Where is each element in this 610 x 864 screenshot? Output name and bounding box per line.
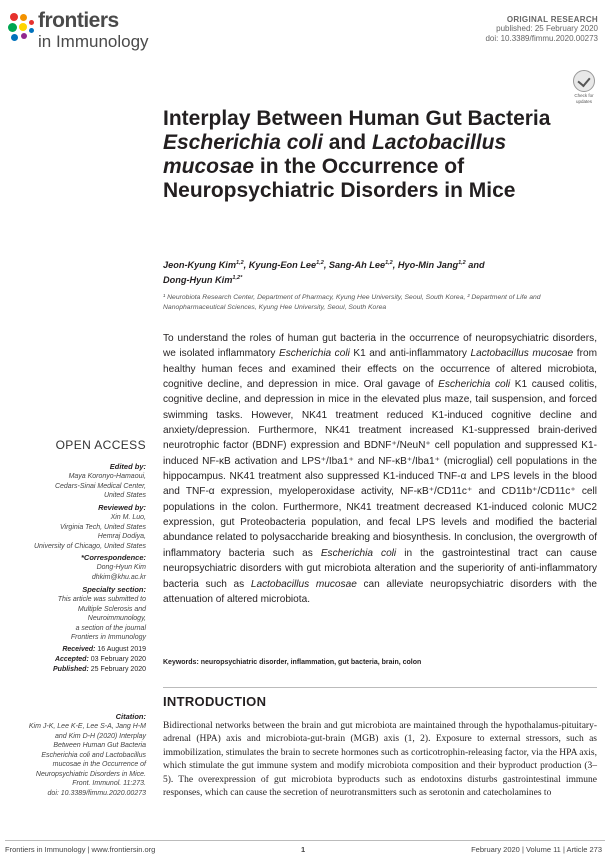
affiliations: ¹ Neurobiota Research Center, Department of Pharmacy, Kyung Hee University, Seoul, South Korea, ² Department of Life and Nanopharmaceutical Sciences, Kyung Hee University, Seoul, South Korea	[163, 294, 541, 311]
citation-line: Between Human Gut Bacteria	[53, 742, 146, 749]
reviewer-name: Xin M. Luo,	[110, 514, 146, 521]
published-date: published: 25 February 2020	[496, 24, 598, 33]
citation-section	[5, 712, 146, 798]
received-date: Received: 16 August 2019	[62, 646, 146, 653]
title-text: and	[322, 131, 372, 154]
reviewed-by-heading: Reviewed by:	[98, 503, 146, 512]
title-species: Lactobacillus mucosae	[163, 131, 507, 178]
check-updates-icon	[573, 70, 595, 92]
page-number: 1	[301, 845, 306, 854]
citation-doi-link[interactable]: doi: 10.3389/fimmu.2020.00273	[47, 789, 146, 797]
author-list: Jeon-Kyung Kim$^{1,2}$, Kyung-Eon Lee$^{1,2}$, Sang-Ah Lee$^{1,2}$, Hyo-Min Jang$^{1,2}$ and Dong-Hyun Kim$^{1,2*}$	[163, 260, 485, 286]
introduction-heading: INTRODUCTION	[163, 694, 267, 709]
check-for-updates-button[interactable]	[570, 70, 598, 106]
corresponding-author: Dong-Hyun Kim	[96, 564, 146, 571]
open-access-label: OPEN ACCESS	[55, 438, 146, 452]
citation-line: Front. Immunol. 11:273.	[72, 780, 146, 787]
citation-line: mucosae in the Occurrence of	[52, 761, 146, 768]
citation-line: Escherichia coli and Lactobacillus	[41, 751, 146, 759]
citation-line: Neuropsychiatric Disorders in Mice.	[35, 770, 146, 778]
reviewer-affiliation: University of Chicago, United States	[33, 542, 146, 550]
article-type: ORIGINAL RESEARCH	[506, 15, 598, 24]
article-meta	[485, 15, 598, 44]
editor-affiliation: Cedars-Sinai Medical Center,	[54, 482, 146, 490]
keywords	[163, 659, 597, 666]
journal-logo[interactable]	[8, 9, 158, 55]
section-divider	[163, 687, 597, 688]
citation-line: Kim J-K, Lee K-E, Lee S-A, Jang H-M	[28, 723, 146, 730]
title-text: Interplay Between Human Gut Bacteria	[163, 107, 551, 130]
title-text: in the Occurrence of Neuropsychiatric Disorders in Mice	[163, 155, 516, 202]
author[interactable]: Sang-Ah Lee$^{1,2}$	[328, 260, 393, 271]
edited-by-heading: Edited by:	[109, 462, 146, 471]
keywords-label: Keywords:	[163, 659, 199, 666]
title-species: Escherichia coli	[163, 131, 323, 154]
editor-country: United States	[103, 492, 146, 499]
author[interactable]: Jeon-Kyung Kim$^{1,2}$	[163, 260, 244, 271]
specialty-line: This article was submitted to	[57, 596, 146, 603]
keywords-list: neuropsychiatric disorder, inflammation, gut bacteria, brain, colon	[200, 659, 422, 666]
specialty-line: Frontiers in Immunology	[70, 634, 146, 641]
corresponding-email-link[interactable]: dhkim@khu.ac.kr	[91, 573, 146, 581]
correspondence-section	[5, 553, 146, 582]
author[interactable]: Kyung-Eon Lee$^{1,2}$	[248, 260, 324, 271]
citation-heading: Citation:	[115, 712, 146, 721]
dates-section	[5, 645, 146, 675]
logo-journal: in Immunology	[38, 32, 149, 51]
footer-journal-link[interactable]: Frontiers in Immunology | www.frontiersin.org	[5, 845, 156, 854]
specialty-heading: Specialty section:	[82, 585, 146, 594]
reference-link[interactable]: 1, 2	[407, 734, 425, 745]
correspondence-heading: *Correspondence:	[80, 553, 146, 562]
reviewer-affiliation: Virginia Tech, United States	[60, 523, 146, 531]
author[interactable]: Dong-Hyun Kim$^{1,2*}$	[163, 275, 243, 286]
citation-line: and Kim D-H (2020) Interplay	[54, 732, 146, 740]
specialty-line: a section of the journal	[75, 624, 146, 632]
footer-issue-info: February 2020 | Volume 11 | Article 273	[471, 845, 602, 854]
specialty-section	[5, 585, 146, 643]
logo-dots-icon	[8, 13, 36, 43]
abstract: To understand the roles of human gut bacteria in the occurrence of neuropsychiatric disorders, we isolated inflammatory Escherichia coli K1 and anti-inflammatory Lactobacillus mucosae from healthy human feces and examined their effects on the occurrence of altered microbiota, cognitive decline, and depression in mice. Oral gavage of Escherichia coli K1 caused colitis, cognitive decline, and depression in mice in the elevated plus maze, tail suspension, and forced swimming tasks. However, NK41 treatment reduced K1-induced cognitive decline and anxiety/depression. Furthermore, NK41 treatment increased K1-suppressed brain-derived neurotrophic factor (BDNF) expression and BDNF⁺/NeuN⁺ cell population and suppressed K1-induced NF-κB activation and LPS⁺/Iba1⁺ and NF-κB⁺/Iba1⁺ (microglial) cell populations in the hippocampus. NK41 treatment also suppressed K1-induced TNF-α and LPS levels in the blood and TNF-α expression, myeloperoxidase activity, NF-κB⁺/CD11c⁺ and CD11b⁺/CD11c⁺ cell populations in the colon. Furthermore, NK41 treatment decreased K1-induced colonic MUC2 expression, gut Proteobacteria population, and fecal LPS levels and modified the bacterial abundance related to polysaccharide breaking and biosynthesis. In conclusion, the overgrowth of inflammatory bacteria such as Escherichia coli in the gastrointestinal tract can cause neuropsychiatric disorders with gut microbiota alteration and the superiority of anti-inflammatory bacteria such as Lactobacillus mucosae can alleviate neuropsychiatric disorders with the attenuation of altered microbiota.	[163, 333, 597, 605]
published-date-sidebar: Published: 25 February 2020	[53, 666, 146, 673]
editor-name: Maya Koronyo-Hamaoui,	[68, 473, 146, 480]
reviewed-by-section	[5, 503, 146, 551]
introduction-body: Bidirectional networks between the brain and gut microbiota are maintained through the hypothalamus-pituitary-adrenal (HPA) axis and microbiota-gut-brain (MGB) axis (1, 2). Exposure to external stressors, such as immobilization, stimulates the brain to secrete hormones such as corticotrophin-releasing factor, via the HPA axis, which stimulate the gut immune system and modify microbiota composition and their byproduct production (3–5). The overexpression of gut microbiota byproducts such as endotoxins disturbs gastrointestinal immune responses, which can cause the secretion of neurotransmitters such as serotonin and catecholamines to	[163, 721, 598, 799]
check-updates-label: Check for updates	[574, 93, 594, 104]
specialty-line: Multiple Sclerosis and	[77, 605, 146, 613]
article-doi[interactable]: doi: 10.3389/fimmu.2020.00273	[485, 34, 598, 43]
reviewer-name: Hemraj Dodiya,	[97, 533, 146, 540]
edited-by-section	[5, 462, 146, 501]
accepted-date: Accepted: 03 February 2020	[54, 656, 146, 663]
reference-link[interactable]: 3–5	[163, 761, 597, 785]
specialty-line: Neuroimmunology,	[87, 615, 146, 622]
footer-divider	[5, 840, 605, 841]
logo-name: frontiers	[38, 9, 119, 32]
article-title	[163, 107, 583, 203]
author[interactable]: Hyo-Min Jang$^{1,2}$	[397, 260, 466, 271]
